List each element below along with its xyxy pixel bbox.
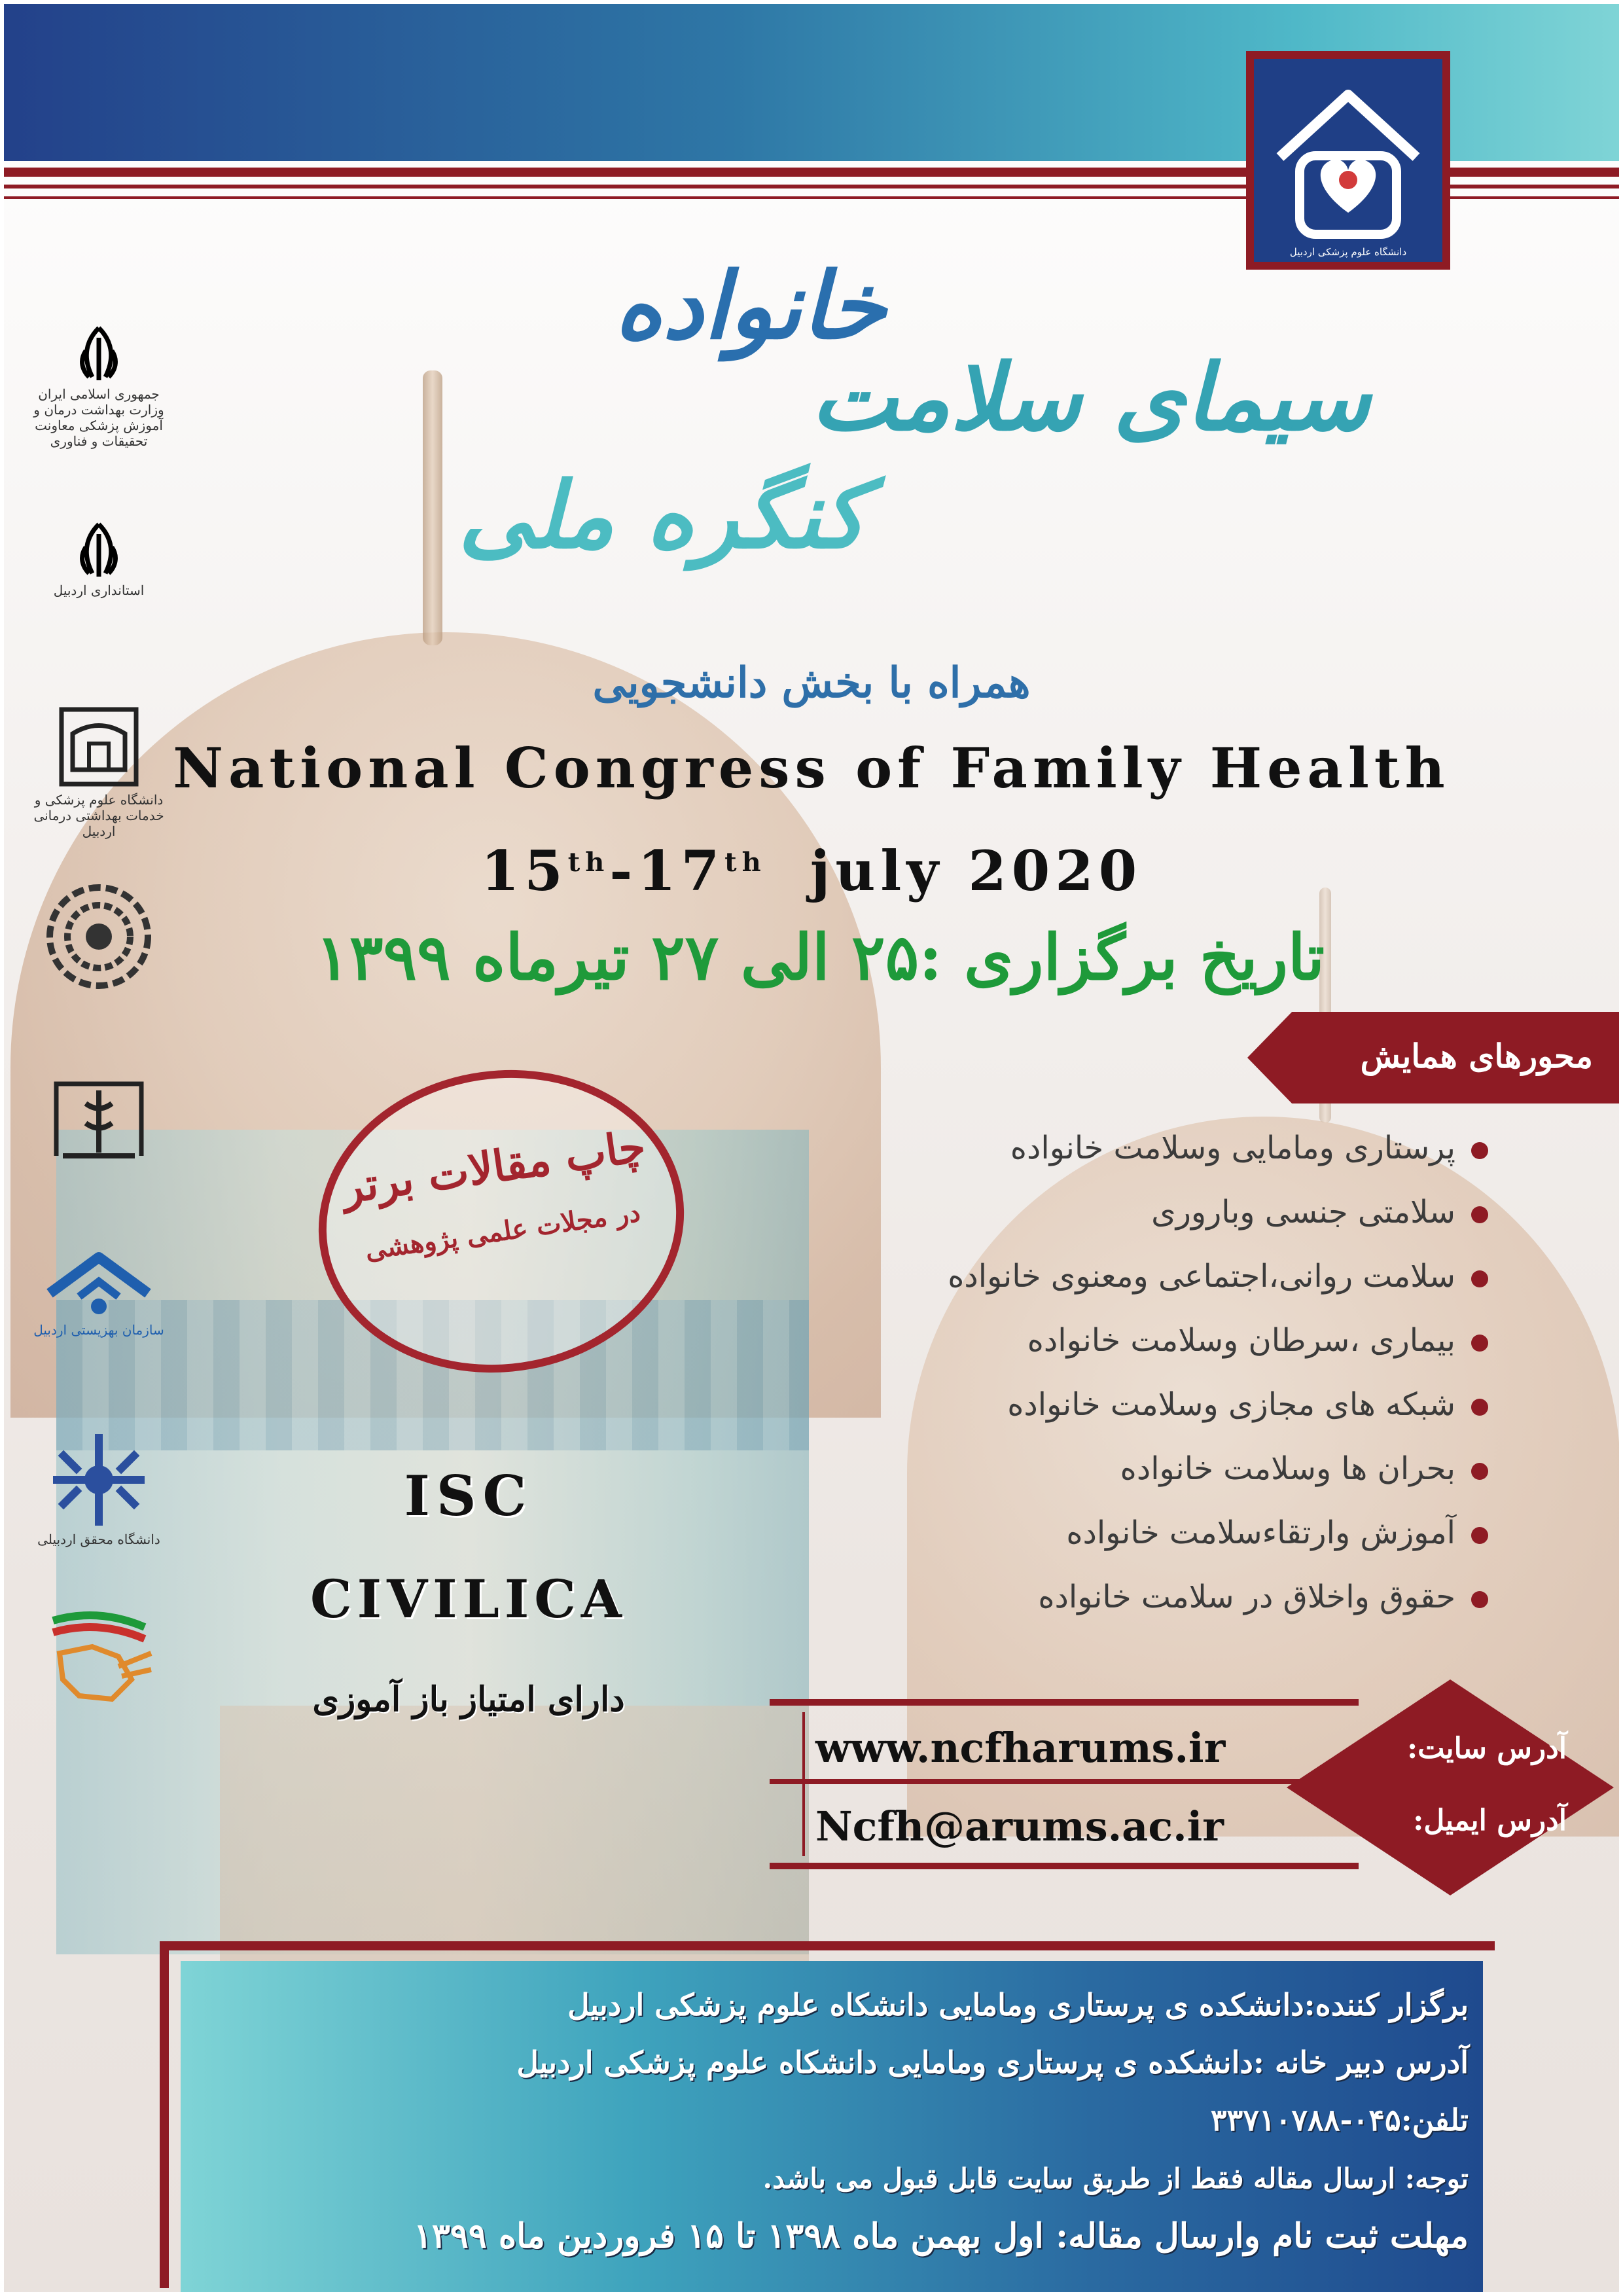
blue-roof-logo-icon	[43, 1247, 154, 1319]
stamp-line-2: در مجلات علمی پژوهشی	[363, 1196, 643, 1266]
sidebar-logo-rosette	[30, 881, 168, 995]
date-start-day: 15	[480, 838, 568, 903]
title-line-1: خانواده	[614, 253, 886, 360]
date-dash: -	[609, 838, 638, 903]
topic-item	[1007, 1386, 1488, 1423]
topic-text: سلامت روانی،اجتماعی ومعنوی خانواده	[948, 1258, 1455, 1295]
sidebar-logo-flag	[30, 1607, 168, 1708]
sidebar-logo-university	[30, 704, 168, 839]
sidebar-logo-label: سازمان بهزیستی اردبیل	[33, 1322, 164, 1338]
footer-red-frame-left	[160, 1941, 169, 2288]
stamp-line-1: چاپ مقالات برتر	[338, 1120, 649, 1213]
bullet-icon	[1471, 1206, 1488, 1223]
contact-rule-3	[770, 1863, 1359, 1869]
iran-emblem-icon	[66, 325, 132, 384]
contact-rule-2	[770, 1779, 1359, 1784]
sidebar-logo-label: جمهوری اسلامی ایران وزارت بهداشت درمان و آموزش پزشکی معاونت تحقیقات و فناوری	[33, 386, 164, 449]
dome-spire	[423, 370, 442, 645]
site-link[interactable]: www.ncfharums.ir	[815, 1724, 1226, 1772]
contact-rule-1	[770, 1699, 1359, 1706]
bullet-icon	[1471, 1142, 1488, 1159]
topic-text: حقوق واخلاق در سلامت خانواده	[1038, 1579, 1455, 1615]
bullet-icon	[1471, 1527, 1488, 1544]
rosette-logo-icon	[43, 881, 154, 992]
sidebar-logo-label: دانشگاه علوم پزشکی و خدمات بهداشتی درمانی اردبیل	[33, 792, 164, 839]
sidebar-logo-welfare	[30, 1247, 168, 1338]
medical-logo-icon	[50, 1077, 148, 1162]
site-label: آدرس سایت:	[1406, 1732, 1567, 1765]
sidebar-logo-mohaghegh	[30, 1431, 168, 1547]
topic-item	[1010, 1130, 1488, 1166]
topic-item	[948, 1258, 1488, 1295]
congress-poster	[4, 4, 1619, 2292]
topic-item	[1151, 1194, 1488, 1230]
topic-text: سلامتی جنسی وباروری	[1151, 1194, 1455, 1230]
topics-heading: محورهای همایش	[1360, 1037, 1593, 1075]
email-link[interactable]: Ncfh@arums.ac.ir	[815, 1803, 1224, 1850]
footer-note: توجه: ارسال مقاله فقط از طریق سایت قابل قبول می باشد.	[762, 2162, 1469, 2195]
house-heart-logo-icon	[1254, 59, 1442, 262]
iran-emblem-icon	[66, 521, 132, 580]
title-line-2: سیمای سلامت	[811, 344, 1370, 452]
english-title: National Congress of Family Health	[173, 736, 1450, 800]
congress-logo	[1246, 51, 1450, 270]
book-logo-icon	[56, 704, 141, 789]
topic-text: بحران ها وسلامت خانواده	[1120, 1450, 1455, 1487]
footer-red-frame-top	[160, 1941, 1495, 1950]
isc-index: ISC	[404, 1463, 533, 1528]
topic-text: شبکه های مجازی وسلامت خانواده	[1007, 1386, 1455, 1423]
cme-points: دارای امتیاز باز آموزی	[312, 1679, 625, 1719]
email-label: آدرس ایمیل:	[1413, 1804, 1567, 1837]
bullet-icon	[1471, 1399, 1488, 1416]
date-end-suffix: th	[724, 847, 766, 878]
bullet-icon	[1471, 1270, 1488, 1287]
sidebar-logo-ministry	[30, 325, 168, 449]
svg-text:دانشگاه علوم پزشکی اردبیل: دانشگاه علوم پزشکی اردبیل	[1289, 246, 1407, 258]
persian-date: تاریخ برگزاری :۲۵ الی ۲۷ تیرماه ۱۳۹۹	[315, 920, 1325, 994]
sidebar-logo-medical	[30, 1077, 168, 1165]
date-month-year: july 2020	[810, 838, 1143, 903]
topic-text: پرستاری ومامایی وسلامت خانواده	[1010, 1130, 1455, 1166]
civilica-index: CIVILICA	[310, 1568, 627, 1630]
bullet-icon	[1471, 1591, 1488, 1608]
bullet-icon	[1471, 1463, 1488, 1480]
contact-left-rule	[802, 1712, 805, 1856]
footer-phone: تلفن:۰۴۵-۳۳۷۱۰۷۸۸	[1210, 2102, 1469, 2138]
sidebar-logo-label: دانشگاه محقق اردبیلی	[37, 1532, 160, 1547]
footer-secretariat: آدرس دبیر خانه :دانشکده ی پرستاری ومامایی دانشکاه علوم پزشکی اردبیل	[516, 2045, 1469, 2080]
date-start-suffix: th	[567, 847, 610, 878]
footer-deadline: مهلت ثبت نام وارسال مقاله: اول بهمن ماه ۱۳۹۸ تا ۱۵ فروردین ماه ۱۳۹۹	[414, 2216, 1469, 2256]
sidebar-logo-governorate	[30, 521, 168, 598]
topic-item	[1120, 1450, 1488, 1487]
sidebar-logo-label: استانداری اردبیل	[53, 583, 145, 598]
title-line-3: کنگره ملی	[458, 462, 866, 569]
flag-map-logo-icon	[40, 1607, 158, 1706]
topic-text: بیماری ،سرطان وسلامت خانواده	[1027, 1322, 1455, 1359]
footer-organizer: برگزار کننده:دانشکده ی پرستاری ومامایی دانشکاه علوم پزشکی اردبیل	[567, 1987, 1469, 2022]
blue-emblem-logo-icon	[40, 1431, 158, 1529]
topic-item	[1066, 1515, 1488, 1551]
subtitle: همراه با بخش دانشجویی	[592, 658, 1031, 708]
topic-text: آموزش وارتقاءسلامت خانواده	[1066, 1515, 1455, 1551]
bullet-icon	[1471, 1335, 1488, 1352]
date-end-day: 17	[637, 838, 725, 903]
english-date	[4, 838, 1619, 903]
topic-item	[1027, 1322, 1488, 1359]
topic-item	[1038, 1579, 1488, 1615]
